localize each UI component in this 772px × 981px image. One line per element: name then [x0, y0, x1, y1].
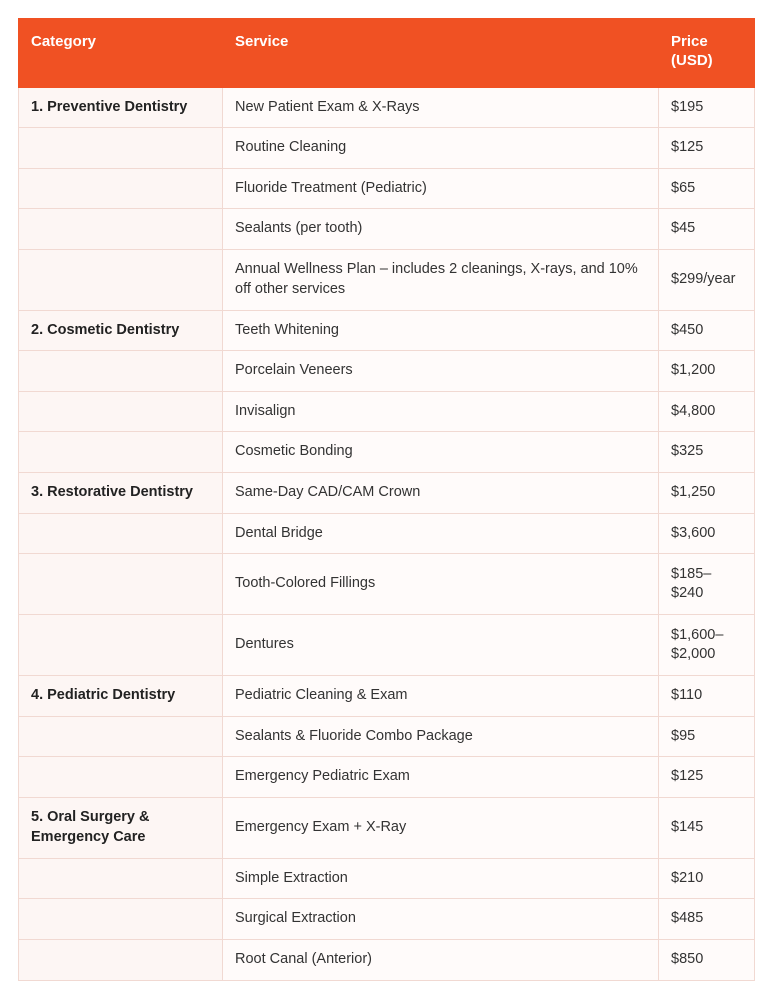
table-row — [19, 676, 755, 717]
cell-price: $299/year — [659, 249, 755, 310]
cell-category — [19, 615, 223, 676]
cell-category: 5. Oral Surgery & Emergency Care — [19, 797, 223, 858]
cell-price: $110 — [659, 676, 755, 717]
table-body — [19, 87, 755, 980]
cell-service: Annual Wellness Plan – includes 2 cleanings, X-rays, and 10% off other services — [223, 249, 659, 310]
cell-service: Surgical Extraction — [223, 899, 659, 940]
table-row — [19, 858, 755, 899]
cell-service: Root Canal (Anterior) — [223, 939, 659, 980]
table-row — [19, 615, 755, 676]
cell-service: Simple Extraction — [223, 858, 659, 899]
table-row — [19, 797, 755, 858]
table-row — [19, 939, 755, 980]
cell-service: Emergency Exam + X-Ray — [223, 797, 659, 858]
cell-price: $210 — [659, 858, 755, 899]
cell-service: Pediatric Cleaning & Exam — [223, 676, 659, 717]
table-row — [19, 554, 755, 615]
column-header-price-line1: Price — [671, 33, 708, 50]
table-row — [19, 128, 755, 169]
table-row — [19, 249, 755, 310]
table-row — [19, 513, 755, 554]
cell-category — [19, 716, 223, 757]
column-header-price — [659, 19, 755, 88]
cell-price: $125 — [659, 128, 755, 169]
table-row — [19, 473, 755, 514]
table-header-row — [19, 19, 755, 88]
cell-service: Cosmetic Bonding — [223, 432, 659, 473]
cell-price: $145 — [659, 797, 755, 858]
cell-price: $3,600 — [659, 513, 755, 554]
table-header — [19, 19, 755, 88]
cell-category — [19, 432, 223, 473]
cell-category — [19, 168, 223, 209]
table-row — [19, 757, 755, 798]
cell-service: Sealants (per tooth) — [223, 209, 659, 250]
cell-service: Routine Cleaning — [223, 128, 659, 169]
cell-category — [19, 757, 223, 798]
cell-category — [19, 939, 223, 980]
cell-service: Dental Bridge — [223, 513, 659, 554]
cell-category: 4. Pediatric Dentistry — [19, 676, 223, 717]
cell-category: 3. Restorative Dentistry — [19, 473, 223, 514]
table-row — [19, 168, 755, 209]
table-row — [19, 351, 755, 392]
cell-price: $850 — [659, 939, 755, 980]
column-header-category: Category — [19, 19, 223, 88]
table-row — [19, 716, 755, 757]
cell-service: Teeth Whitening — [223, 310, 659, 351]
cell-price: $450 — [659, 310, 755, 351]
table-row — [19, 432, 755, 473]
cell-price: $45 — [659, 209, 755, 250]
cell-category: 2. Cosmetic Dentistry — [19, 310, 223, 351]
cell-price: $1,250 — [659, 473, 755, 514]
cell-price: $95 — [659, 716, 755, 757]
cell-price: $195 — [659, 87, 755, 128]
cell-service: Fluoride Treatment (Pediatric) — [223, 168, 659, 209]
cell-price: $4,800 — [659, 391, 755, 432]
cell-category — [19, 351, 223, 392]
cell-price: $325 — [659, 432, 755, 473]
cell-service: Porcelain Veneers — [223, 351, 659, 392]
cell-category — [19, 513, 223, 554]
cell-category — [19, 249, 223, 310]
cell-price: $185–$240 — [659, 554, 755, 615]
table-row — [19, 899, 755, 940]
table-row — [19, 209, 755, 250]
cell-service: Invisalign — [223, 391, 659, 432]
cell-category — [19, 209, 223, 250]
cell-service: Tooth-Colored Fillings — [223, 554, 659, 615]
cell-service: Same-Day CAD/CAM Crown — [223, 473, 659, 514]
cell-price: $485 — [659, 899, 755, 940]
dental-price-table — [18, 18, 755, 981]
cell-service: New Patient Exam & X-Rays — [223, 87, 659, 128]
cell-service: Sealants & Fluoride Combo Package — [223, 716, 659, 757]
table-row — [19, 87, 755, 128]
cell-category — [19, 899, 223, 940]
cell-price: $65 — [659, 168, 755, 209]
cell-category — [19, 858, 223, 899]
cell-category — [19, 554, 223, 615]
cell-category: 1. Preventive Dentistry — [19, 87, 223, 128]
cell-price: $1,200 — [659, 351, 755, 392]
cell-service: Dentures — [223, 615, 659, 676]
cell-category — [19, 391, 223, 432]
cell-service: Emergency Pediatric Exam — [223, 757, 659, 798]
cell-price: $125 — [659, 757, 755, 798]
cell-category — [19, 128, 223, 169]
column-header-price-line2: (USD) — [671, 51, 713, 69]
table-row — [19, 310, 755, 351]
column-header-service: Service — [223, 19, 659, 88]
cell-price: $1,600–$2,000 — [659, 615, 755, 676]
table-row — [19, 391, 755, 432]
